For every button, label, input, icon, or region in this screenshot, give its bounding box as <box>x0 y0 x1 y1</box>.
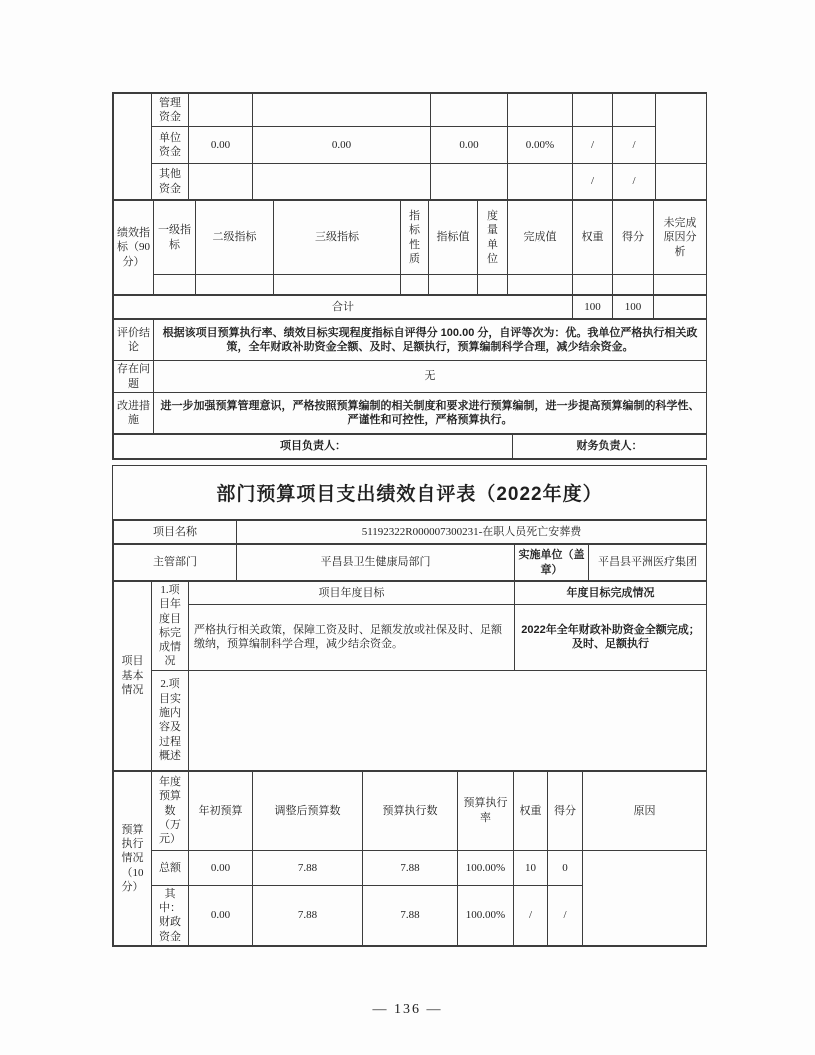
empty-cell <box>654 296 707 319</box>
column-header: 预算执行数 <box>363 771 458 850</box>
column-header: 得分 <box>613 201 654 275</box>
department-section <box>113 544 707 581</box>
funding-score: / <box>613 164 656 200</box>
goal-done-header: 年度目标完成情况 <box>515 582 707 605</box>
budget-row-label: 总额 <box>152 850 189 885</box>
empty-cell <box>274 275 401 295</box>
improvements-label: 改进措施 <box>114 393 154 434</box>
column-header: 指标性质 <box>401 201 429 275</box>
funding-rows-section <box>113 93 707 200</box>
basic-section-label: 项目基本情况 <box>114 582 152 771</box>
column-header: 完成值 <box>508 201 573 275</box>
funding-row-label: 其他资金 <box>152 164 189 200</box>
problems-text: 无 <box>154 361 707 393</box>
budget-section-label: 预算执行情况（10分） <box>114 771 152 945</box>
goal-text: 严格执行相关政策，保障工资及时、足额发放或社保及时、足额缴纳，预算编制科学合理，减少结余资金。 <box>189 604 515 670</box>
improvements-text: 进一步加强预算管理意识，严格按照预算编制的相关制度和要求进行预算编制，进一步提高预算编制的科学性、严谨性和可控性，严格预算执行。 <box>154 393 707 434</box>
funding-executed <box>431 164 508 200</box>
project-leader-signature: 项目负责人： <box>114 435 513 459</box>
total-label: 合计 <box>114 296 573 319</box>
conclusion-label: 评价结论 <box>114 320 154 361</box>
empty-cell <box>656 164 707 200</box>
funding-weight: / <box>573 164 613 200</box>
budget-execution-section <box>113 771 707 946</box>
budget-score: 0 <box>548 850 583 885</box>
column-header: 权重 <box>514 771 548 850</box>
funding-adjusted <box>253 94 431 127</box>
funding-adjusted: 0.00 <box>253 127 431 164</box>
funding-weight <box>573 94 613 127</box>
empty-cell <box>508 275 573 295</box>
self-evaluation-table <box>112 465 707 947</box>
empty-cell <box>478 275 508 295</box>
total-section <box>113 295 707 319</box>
empty-cell <box>196 275 274 295</box>
funding-initial <box>189 94 253 127</box>
indicator-section-label: 绩效指标（90分） <box>114 201 154 295</box>
funding-initial: 0.00 <box>189 127 253 164</box>
funding-weight: / <box>573 127 613 164</box>
annual-goal-label: 1.项目年度目标完成情况 <box>152 582 189 671</box>
project-name-label: 项目名称 <box>114 521 237 544</box>
signature-section <box>113 434 707 459</box>
budget-row-label: 其中：财政资金 <box>152 885 189 945</box>
implementing-unit-label: 实施单位（盖章） <box>515 545 589 581</box>
column-header: 权重 <box>573 201 613 275</box>
project-name-value: 51192322R000007300231-在职人员死亡安葬费 <box>237 521 707 544</box>
column-header: 三级指标 <box>274 201 401 275</box>
funding-rate <box>508 94 573 127</box>
empty-cell <box>154 275 196 295</box>
column-header: 得分 <box>548 771 583 850</box>
budget-score: / <box>548 885 583 945</box>
goal-done-text: 2022年全年财政补助资金全额完成；及时、足额执行 <box>515 604 707 670</box>
finance-leader-signature: 财务负责人： <box>513 435 707 459</box>
funding-rate: 0.00% <box>508 127 573 164</box>
column-header: 原因 <box>583 771 707 850</box>
budget-rate: 100.00% <box>458 850 514 885</box>
table-title: 部门预算项目支出绩效自评表（2022年度） <box>113 466 706 520</box>
column-header: 年初预算 <box>189 771 253 850</box>
funding-score: / <box>613 127 656 164</box>
funding-adjusted <box>253 164 431 200</box>
implementation-content <box>189 670 707 770</box>
column-header: 度量单位 <box>478 201 508 275</box>
funding-score <box>613 94 656 127</box>
budget-adjusted: 7.88 <box>253 850 363 885</box>
column-header: 年度预算数（万元） <box>152 771 189 850</box>
budget-continuation-table <box>112 92 707 460</box>
budget-executed: 7.88 <box>363 850 458 885</box>
department-label: 主管部门 <box>114 545 237 581</box>
column-header: 未完成原因分析 <box>654 201 707 275</box>
empty-cell <box>401 275 429 295</box>
budget-weight: 10 <box>514 850 548 885</box>
budget-adjusted: 7.88 <box>253 885 363 945</box>
goal-header: 项目年度目标 <box>189 582 515 605</box>
budget-executed: 7.88 <box>363 885 458 945</box>
column-header: 调整后预算数 <box>253 771 363 850</box>
problems-label: 存在问题 <box>114 361 154 393</box>
column-header: 预算执行率 <box>458 771 514 850</box>
total-score: 100 <box>613 296 654 319</box>
funding-executed: 0.00 <box>431 127 508 164</box>
indicator-section <box>113 200 707 295</box>
project-name-section <box>113 520 707 544</box>
budget-initial: 0.00 <box>189 885 253 945</box>
implementation-label: 2.项目实施内容及过程概述 <box>152 670 189 770</box>
empty-cell <box>654 275 707 295</box>
budget-initial: 0.00 <box>189 850 253 885</box>
funding-rate <box>508 164 573 200</box>
funding-initial <box>189 164 253 200</box>
budget-weight: / <box>514 885 548 945</box>
empty-cell <box>114 94 152 200</box>
empty-cell <box>429 275 478 295</box>
department-value: 平昌县卫生健康局部门 <box>237 545 515 581</box>
funding-row-label: 管理资金 <box>152 94 189 127</box>
column-header: 二级指标 <box>196 201 274 275</box>
budget-rate: 100.00% <box>458 885 514 945</box>
narrative-section <box>113 319 707 434</box>
total-weight: 100 <box>573 296 613 319</box>
empty-cell <box>613 275 654 295</box>
funding-executed <box>431 94 508 127</box>
funding-row-label: 单位资金 <box>152 127 189 164</box>
empty-cell <box>573 275 613 295</box>
conclusion-text: 根据该项目预算执行率、绩效目标实现程度指标自评得分 100.00 分，自评等次为：优。我单位严格执行相关政策，全年财政补助资金全额、及时、足额执行，预算编制科学合理，减少结余资金。 <box>154 320 707 361</box>
column-header: 指标值 <box>429 201 478 275</box>
column-header: 一级指标 <box>154 201 196 275</box>
implementing-unit-value: 平昌县平洲医疗集团 <box>589 545 707 581</box>
empty-cell <box>583 850 707 945</box>
empty-cell <box>656 94 707 164</box>
page-number: — 136 — <box>372 1002 443 1017</box>
basic-situation-section <box>113 581 707 771</box>
